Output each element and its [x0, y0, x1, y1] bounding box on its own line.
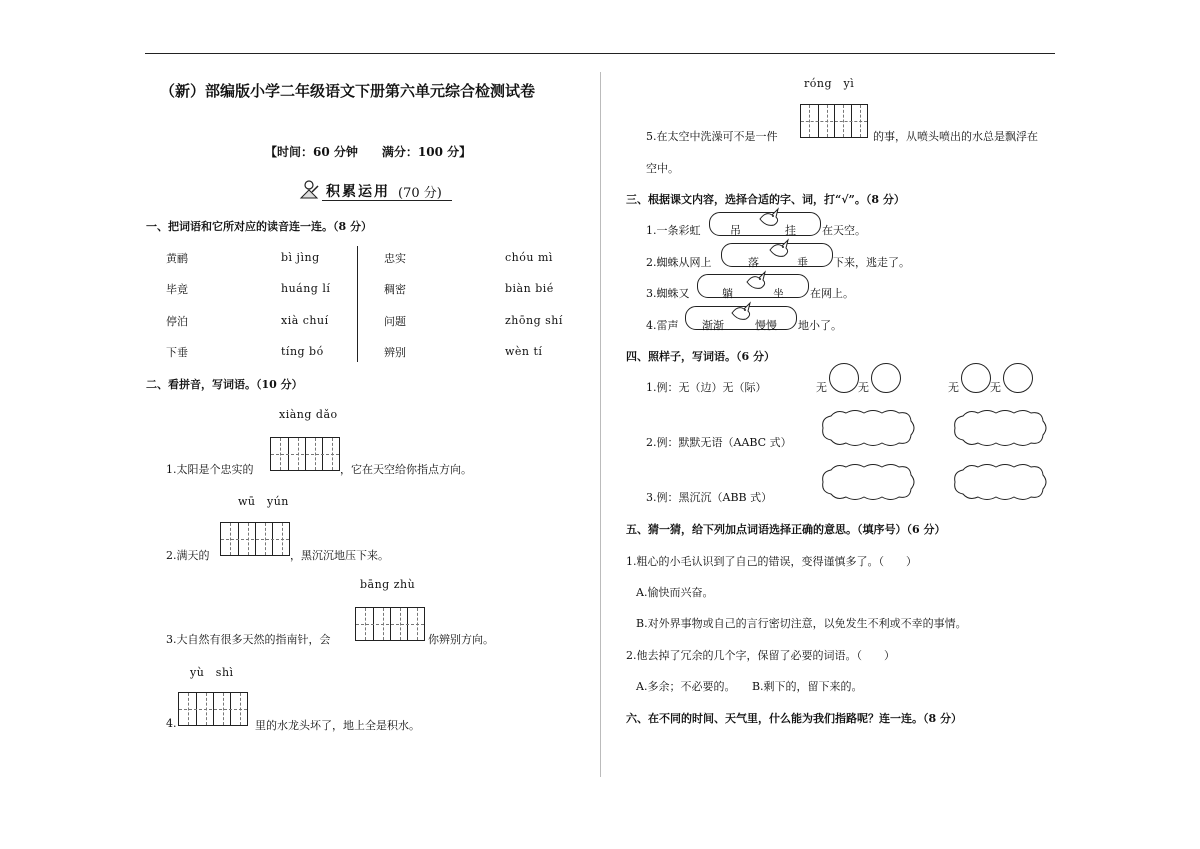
- q1-divider: [357, 246, 358, 362]
- q5-line: 2.他去掉了冗余的几个字，保留了必要的词语。（ ）: [626, 649, 895, 662]
- q5-line: A.多余；不必要的。 B.剩下的，留下来的。: [636, 680, 863, 693]
- choice-option-a[interactable]: 吊: [730, 224, 741, 237]
- q2-item-before: 5.在太空中洗澡可不是一件: [646, 130, 778, 143]
- q2-item-before: 3.大自然有很多天然的指南针，会: [166, 633, 331, 646]
- q4-wu-label: 无: [948, 381, 959, 394]
- q4-heading: 四、照样子，写词语。（6 分）: [626, 350, 775, 363]
- q2-pinyin: xiàng dǎo: [279, 408, 338, 421]
- q4-wu-label: 无: [858, 381, 869, 394]
- cloud-answer-box[interactable]: [819, 408, 917, 448]
- q2-item-after: 里的水龙头坏了，地上全是积水。: [255, 719, 420, 732]
- q2-item-after: 的事，从喷头喷出的水总是飘浮在: [873, 130, 1038, 143]
- q5-line: A.愉快而兴奋。: [636, 586, 714, 599]
- q2-item-after: ，黑沉沉地压下来。: [290, 549, 389, 562]
- q2-item-after: ，它在天空给你指点方向。: [340, 463, 472, 476]
- q1-left-word: 黄鹂: [166, 252, 188, 265]
- answer-circle[interactable]: [829, 363, 859, 393]
- section-banner-underline: [322, 200, 452, 201]
- q3-heading: 三、根据课文内容，选择合适的字、词，打“√”。（8 分）: [626, 193, 905, 206]
- writing-figure-icon: [298, 180, 320, 200]
- q2-item-before: 4.: [166, 717, 177, 730]
- q1-right-word: 辨别: [384, 346, 406, 359]
- writing-grid[interactable]: [220, 522, 290, 556]
- q1-heading: 一、把词语和它所对应的读音连一连。（8 分）: [146, 220, 372, 233]
- q4-example: 1.例：无（边）无（际）: [646, 381, 767, 394]
- writing-grid[interactable]: [178, 692, 248, 726]
- time-info: 【时间：60 分钟 满分：100 分】: [265, 145, 472, 159]
- q5-heading: 五、猜一猜，给下列加点词语选择正确的意思。（填序号）（6 分）: [626, 523, 946, 536]
- cloud-answer-box[interactable]: [951, 462, 1049, 502]
- q5-line: B.对外界事物或自己的言行密切注意，以免发生不利或不幸的事情。: [636, 617, 967, 630]
- q2-pinyin: róng yì: [804, 77, 855, 90]
- q1-left-pinyin: huáng lí: [281, 282, 331, 295]
- q3-item-before: 4.雷声: [646, 319, 679, 332]
- q6-heading: 六、在不同的时间、天气里，什么能为我们指路呢？连一连。（8 分）: [626, 712, 962, 725]
- q3-item-after: 在天空。: [822, 224, 866, 237]
- answer-circle[interactable]: [871, 363, 901, 393]
- q2-pinyin: wū yún: [238, 495, 289, 508]
- writing-grid[interactable]: [355, 607, 425, 641]
- q2-item-after-continued: 空中。: [646, 162, 679, 175]
- column-divider: [600, 72, 601, 777]
- q4-example: 3.例：黑沉沉（ABB 式）: [646, 491, 773, 504]
- page-title: （新）部编版小学二年级语文下册第六单元综合检测试卷: [160, 82, 536, 100]
- writing-grid[interactable]: [270, 437, 340, 471]
- choice-option-b[interactable]: 垂: [797, 256, 808, 269]
- bird-icon: [758, 207, 782, 229]
- q1-left-pinyin: bì jìng: [281, 251, 320, 264]
- q1-right-word: 稠密: [384, 283, 406, 296]
- cloud-answer-box[interactable]: [819, 462, 917, 502]
- q4-example: 2.例：默默无语（AABC 式）: [646, 436, 792, 449]
- q1-left-word: 毕竟: [166, 283, 188, 296]
- q1-right-word: 问题: [384, 315, 406, 328]
- q2-pinyin: bāng zhù: [360, 578, 416, 591]
- q1-right-pinyin: chóu mì: [505, 251, 553, 264]
- q2-item-before: 2.满天的: [166, 549, 210, 562]
- answer-circle[interactable]: [961, 363, 991, 393]
- q1-right-pinyin: wèn tí: [505, 345, 543, 358]
- q1-left-word: 下垂: [166, 346, 188, 359]
- section-banner-score: (70 分): [398, 186, 442, 201]
- bird-icon: [745, 270, 769, 292]
- answer-circle[interactable]: [1003, 363, 1033, 393]
- q1-left-pinyin: xià chuí: [281, 314, 329, 327]
- choice-option-a[interactable]: 落: [748, 256, 759, 269]
- choice-option-b[interactable]: 坐: [773, 287, 784, 300]
- choice-option-a[interactable]: 渐渐: [702, 319, 724, 332]
- q3-item-after: 地小了。: [798, 319, 842, 332]
- q3-item-before: 3.蜘蛛又: [646, 287, 690, 300]
- q2-item-after: 你辨别方向。: [428, 633, 494, 646]
- q4-wu-label: 无: [990, 381, 1001, 394]
- q1-left-word: 停泊: [166, 315, 188, 328]
- bird-icon: [730, 301, 754, 323]
- q2-pinyin: yù shì: [190, 666, 234, 679]
- q3-item-before: 1.一条彩虹: [646, 224, 701, 237]
- q2-item-before: 1.太阳是个忠实的: [166, 463, 254, 476]
- writing-grid[interactable]: [800, 104, 868, 138]
- q5-line: 1.粗心的小毛认识到了自己的错误，变得谨慎多了。（ ）: [626, 555, 917, 568]
- section-banner-label: 积累运用: [326, 184, 390, 200]
- q3-item-after: 下来，逃走了。: [833, 256, 910, 269]
- q1-right-word: 忠实: [384, 252, 406, 265]
- cloud-answer-box[interactable]: [951, 408, 1049, 448]
- bird-icon: [768, 238, 792, 260]
- q3-item-after: 在网上。: [810, 287, 854, 300]
- q4-wu-label: 无: [816, 381, 827, 394]
- top-rule: [145, 53, 1055, 54]
- choice-option-b[interactable]: 挂: [785, 224, 796, 237]
- q1-left-pinyin: tíng bó: [281, 345, 324, 358]
- q2-heading: 二、看拼音，写词语。（10 分）: [146, 378, 303, 391]
- q1-right-pinyin: biàn bié: [505, 282, 554, 295]
- choice-option-a[interactable]: 躺: [722, 287, 733, 300]
- q3-item-before: 2.蜘蛛从网上: [646, 256, 712, 269]
- q1-right-pinyin: zhōng shí: [505, 314, 563, 327]
- choice-option-b[interactable]: 慢慢: [755, 319, 777, 332]
